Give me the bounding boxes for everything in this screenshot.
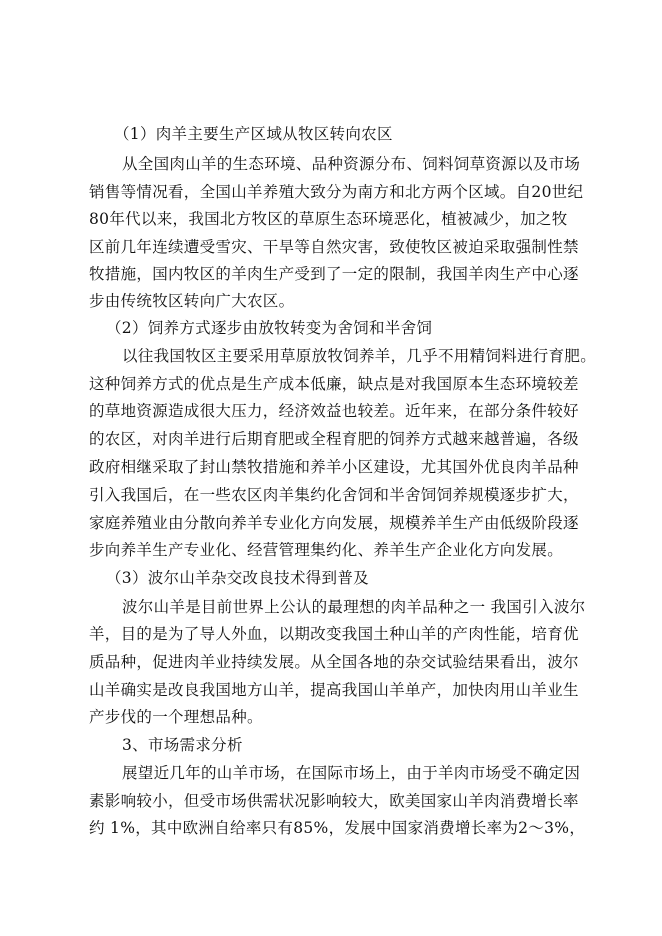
paragraph-line: 牧措施，国内牧区的羊肉生产受到了一定的限制，我国羊肉生产中心逐	[89, 265, 579, 283]
paragraph-line: 产步伐的一个理想品种。	[89, 708, 263, 726]
paragraph-line: 山羊确实是改良我国地方山羊，提高我国山羊单产，加快肉用山羊业生	[89, 681, 579, 699]
paragraph-line: 步向养羊生产专业化、经营管理集约化、养羊生产企业化方向发展。	[89, 541, 564, 559]
paragraph-line: 政府相继采取了封山禁牧措施和养羊小区建设，尤其国外优良肉羊品种	[89, 458, 579, 476]
section-heading-market: 3、市场需求分析	[122, 736, 243, 754]
paragraph-line: 以往我国牧区主要采用草原放牧饲养羊，几乎不用精饲料进行育肥。	[122, 347, 597, 365]
paragraph-line: 素影响较小，但受市场供需状况影响较大，欧美国家山羊肉消费增长率	[89, 792, 579, 810]
paragraph-line: 展望近几年的山羊市场，在国际市场上，由于羊肉市场受不确定因	[122, 764, 581, 782]
paragraph-line: 的农区，对肉羊进行后期育肥或全程育肥的饲养方式越来越普遍，各级	[89, 430, 579, 448]
paragraph-line: 区前几年连续遭受雪灾、干旱等自然灾害，致使牧区被迫采取强制性禁	[89, 238, 579, 256]
paragraph-line: 羊，目的是为了导人外血，以期改变我国土种山羊的产肉性能，培育优	[89, 625, 579, 643]
paragraph-line: 约 1%，其中欧洲自给率只有85%，发展中国家消费增长率为2～3%，	[89, 819, 586, 837]
paragraph-line: 销售等情况看，全国山羊养殖大致分为南方和北方两个区域。自20世纪	[89, 183, 584, 201]
section-heading-1: （1）肉羊主要生产区域从牧区转向农区	[114, 125, 393, 143]
paragraph-line: 步由传统牧区转向广大农区。	[89, 292, 295, 310]
paragraph-line: 的草地资源造成很大压力，经济效益也较差。近年来，在部分条件较好	[89, 402, 579, 420]
paragraph-line: 80年代以来，我国北方牧区的草原生态环境恶化，植被减少，加之牧	[89, 210, 568, 228]
paragraph-line: 质品种，促进肉羊业持续发展。从全国各地的杂交试验结果看出，波尔	[89, 653, 579, 671]
section-heading-3: （3）波尔山羊杂交改良技术得到普及	[106, 569, 369, 587]
paragraph-line: 波尔山羊是目前世界上公认的最理想的肉羊品种之一 我国引入波尔	[122, 598, 586, 616]
section-heading-2: （2）饲养方式逐步由放牧转变为舍饲和半舍饲	[106, 319, 433, 337]
paragraph-line: 引入我国后，在一些农区肉羊集约化舍饲和半舍饲饲养规模逐步扩大，	[89, 486, 579, 504]
paragraph-line: 家庭养殖业由分散向养羊专业化方向发展，规模养羊生产由低级阶段逐	[89, 514, 579, 532]
paragraph-line: 从全国肉山羊的生态环境、品种资源分布、饲料饲草资源以及市场	[122, 155, 581, 173]
paragraph-line: 这种饲养方式的优点是生产成本低廉，缺点是对我国原本生态环境较差	[89, 375, 579, 393]
